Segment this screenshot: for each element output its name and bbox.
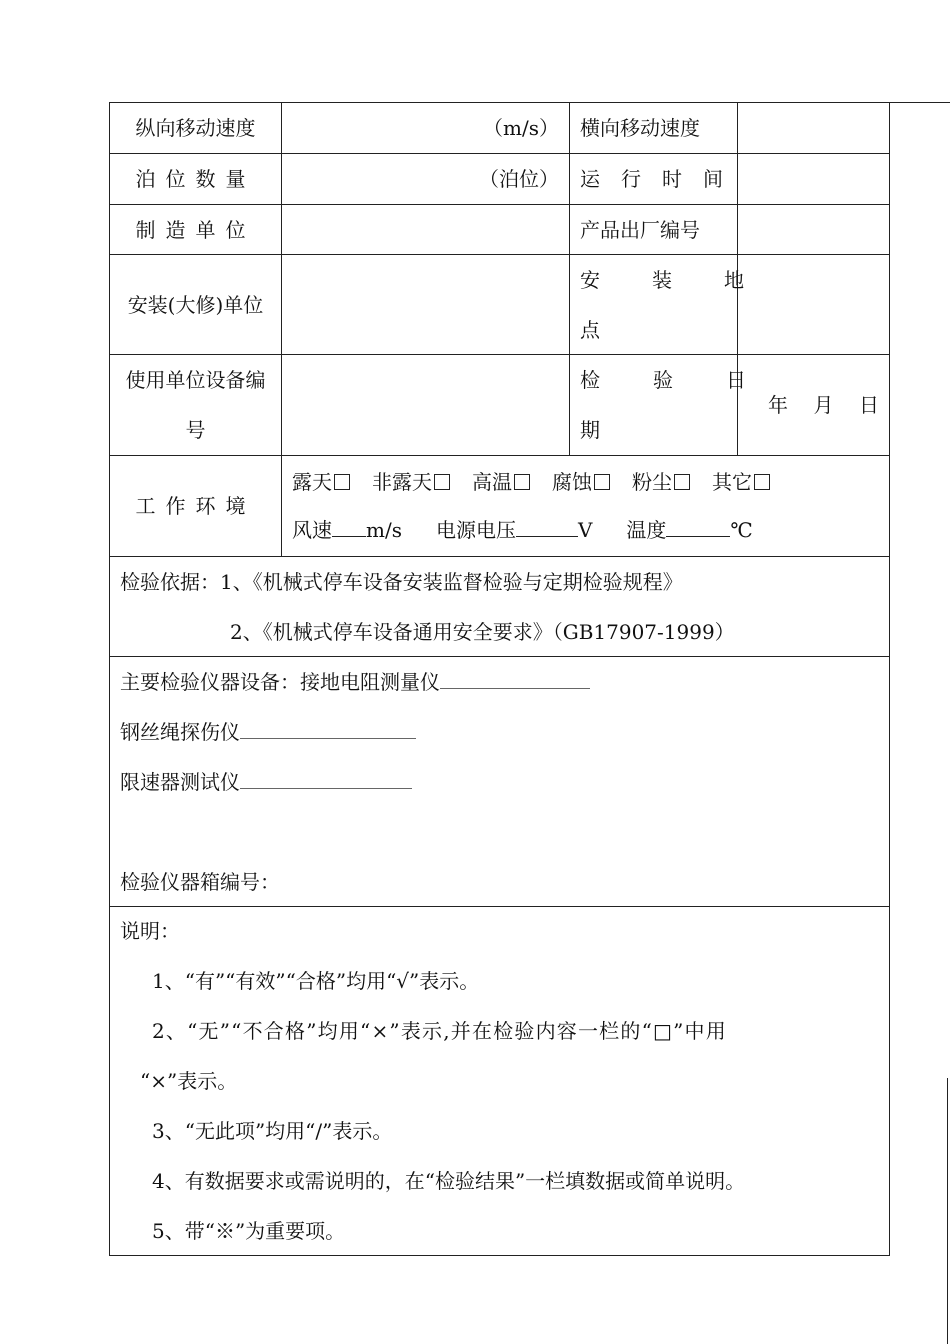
unit-ms: （m/s） (483, 116, 559, 140)
supply-voltage: 电源电压 V (435, 518, 593, 542)
temperature: 温度 ℃ (626, 518, 753, 542)
notes-title: 说明： (120, 919, 180, 943)
label-install-location (570, 255, 796, 355)
row-device-number (110, 355, 890, 456)
row-environment (110, 456, 890, 557)
row-berth-count (110, 154, 890, 205)
inspection-form-table (109, 102, 890, 1256)
field-longitudinal-speed[interactable] (282, 103, 570, 154)
label-device-number (110, 355, 282, 456)
wind-speed-blank[interactable] (332, 518, 366, 537)
label-device-number-line1: 使用单位设备编 (125, 368, 266, 392)
row-inspection-basis (110, 557, 890, 657)
checkbox-icon[interactable] (434, 474, 450, 490)
voltage-blank[interactable] (516, 518, 578, 537)
row-instruments (110, 657, 890, 907)
label-environment: 工作环境 (110, 456, 282, 557)
basis-line-2: 2、《机械式停车设备通用安全要求》（GB17907-1999） (230, 619, 735, 644)
label-inspection-date (570, 355, 799, 456)
environment-measurements (292, 517, 879, 543)
field-berth-count[interactable] (282, 154, 570, 205)
field-installer[interactable] (282, 255, 570, 355)
page-edge-line-vertical (947, 1078, 948, 1344)
field-lateral-speed[interactable] (738, 103, 890, 154)
install-location-chars: 安装地 (580, 267, 796, 292)
field-serial-number[interactable] (738, 205, 890, 255)
ground-tester-blank[interactable] (440, 670, 590, 689)
label-longitudinal-speed: 纵向移动速度 (110, 103, 282, 154)
day-label: 日 (859, 393, 879, 417)
label-manufacturer: 制造单位 (110, 205, 282, 255)
env-option-other[interactable]: 其它 (712, 469, 770, 495)
env-option-indoor[interactable]: 非露天 (372, 469, 450, 495)
note-1: 1、“有”“有效”“合格”均用“√”表示。 (152, 969, 480, 993)
env-option-high-temp[interactable]: 高温 (472, 469, 530, 495)
environment-options (292, 469, 879, 495)
label-berth-count: 泊位数量 (110, 154, 282, 205)
field-environment (282, 456, 890, 557)
checkbox-icon[interactable] (674, 474, 690, 490)
env-option-dust[interactable]: 粉尘 (632, 469, 690, 495)
note-2: 2、“无”“不合格”均用“×”表示,并在检验内容一栏的“□”中用 (152, 1019, 727, 1043)
temperature-blank[interactable] (666, 518, 730, 537)
notes (110, 907, 890, 1256)
date-units (748, 392, 879, 418)
field-running-time[interactable] (738, 154, 890, 205)
instrument-ground-tester: 主要检验仪器设备：接地电阻测量仪 (120, 669, 879, 695)
inspection-date-line2: 期 (580, 418, 600, 442)
note-2-cont: “×”表示。 (140, 1069, 238, 1093)
field-manufacturer[interactable] (282, 205, 570, 255)
label-installer: 安装(大修)单位 (110, 255, 282, 355)
basis-line-1: 检验依据：1、《机械式停车设备安装监督检验与定期检验规程》 (120, 569, 683, 594)
label-serial-number: 产品出厂编号 (570, 205, 738, 255)
label-running-time: 运行时间 (570, 154, 738, 205)
year-label: 年 (768, 393, 788, 417)
instrument-speed-limiter-tester: 限速器测试仪 (120, 769, 879, 795)
wire-rope-blank[interactable] (240, 720, 416, 739)
note-3: 3、“无此项”均用“/”表示。 (152, 1119, 393, 1143)
field-device-number[interactable] (282, 355, 570, 456)
inspection-basis (110, 557, 890, 657)
inspection-date-line1: 检验日 (580, 368, 799, 392)
checkbox-icon[interactable] (754, 474, 770, 490)
instruments (110, 657, 890, 907)
month-label: 月 (813, 393, 834, 417)
env-option-corrosion[interactable]: 腐蚀 (552, 469, 610, 495)
unit-berth: （泊位） (479, 167, 559, 191)
install-location-line2: 点 (580, 317, 600, 342)
note-4: 4、有数据要求或需说明的，在“检验结果”一栏填数据或简单说明。 (152, 1169, 746, 1193)
install-location-line1 (580, 267, 796, 293)
checkbox-icon[interactable] (514, 474, 530, 490)
row-manufacturer (110, 205, 890, 255)
label-device-number-line2: 号 (185, 418, 206, 442)
row-longitudinal-speed (110, 103, 890, 154)
instrument-box-number: 检验仪器箱编号： (120, 869, 280, 894)
row-notes (110, 907, 890, 1256)
checkbox-icon[interactable] (594, 474, 610, 490)
label-lateral-speed: 横向移动速度 (570, 103, 738, 154)
row-installer (110, 255, 890, 355)
checkbox-icon[interactable] (334, 474, 350, 490)
env-option-open-air[interactable]: 露天 (292, 469, 350, 495)
wind-speed: 风速 m/s (292, 518, 402, 542)
page-edge-line (888, 102, 950, 103)
note-5: 5、带“※”为重要项。 (152, 1219, 346, 1243)
speed-limiter-blank[interactable] (240, 770, 412, 789)
instrument-wire-rope-detector: 钢丝绳探伤仪 (120, 719, 879, 745)
